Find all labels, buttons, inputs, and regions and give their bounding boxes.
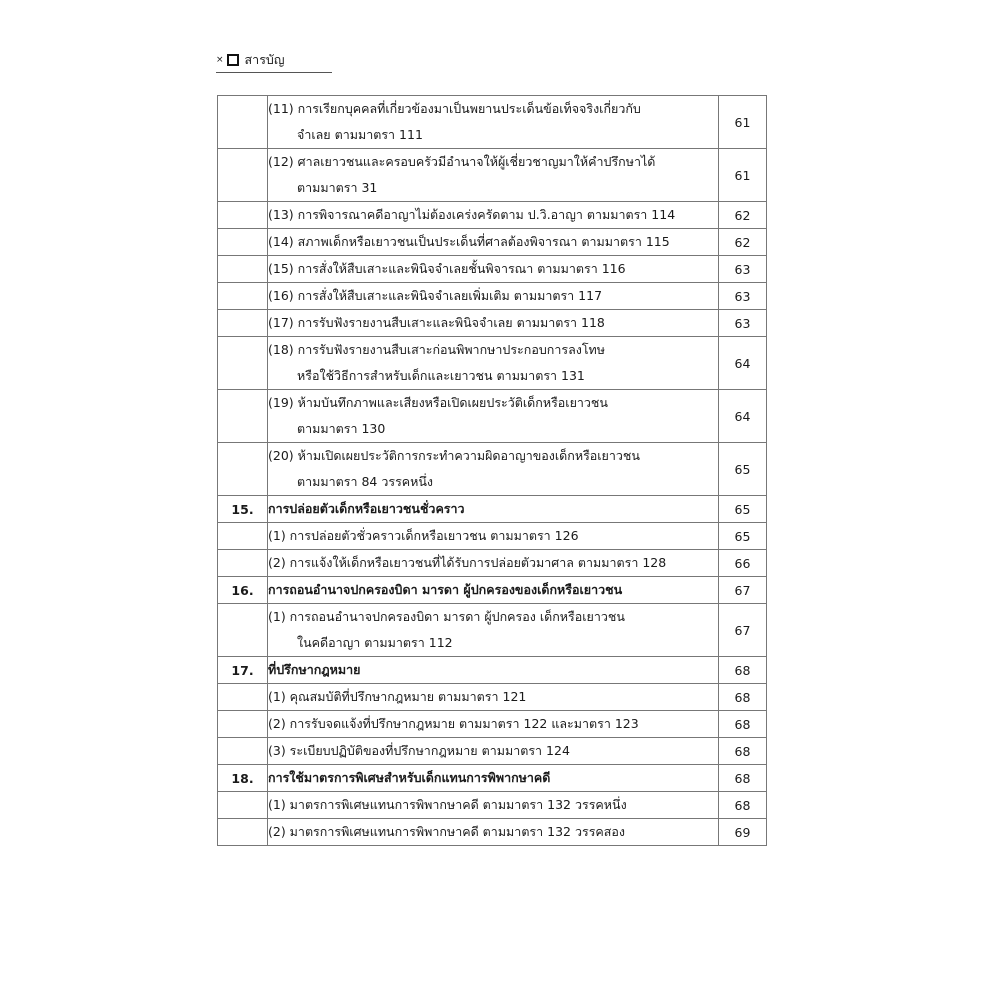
toc-entry-row	[218, 550, 767, 577]
entry-title	[268, 337, 719, 390]
section-number: 16.	[218, 577, 268, 604]
section-number	[218, 443, 268, 496]
entry-title-line: การใช้มาตรการพิเศษสำหรับเด็กแทนการพิพากษาคดี	[268, 770, 551, 785]
entry-title-line: (1) การถอนอำนาจปกครองบิดา มารดา ผู้ปกครอง เด็กหรือเยาวชน	[268, 609, 625, 624]
entry-title-line: การถอนอำนาจปกครองบิดา มารดา ผู้ปกครองของเด็กหรือเยาวชน	[268, 582, 623, 597]
toc-entry-row	[218, 738, 767, 765]
page-number: 63	[719, 283, 767, 310]
page-number: 65	[719, 523, 767, 550]
section-number	[218, 96, 268, 149]
toc-section-row	[218, 765, 767, 792]
toc-entry-row	[218, 604, 767, 657]
section-number	[218, 337, 268, 390]
page-number: 61	[719, 149, 767, 202]
section-number	[218, 149, 268, 202]
entry-title	[268, 310, 719, 337]
entry-title-line: (1) การปล่อยตัวชั่วคราวเด็กหรือเยาวชน ตามมาตรา 126	[268, 528, 579, 543]
page-number: 68	[719, 738, 767, 765]
entry-title-line: (1) มาตรการพิเศษแทนการพิพากษาคดี ตามมาตรา 132 วรรคหนึ่ง	[268, 797, 627, 812]
page-number: 69	[719, 819, 767, 846]
entry-title	[268, 496, 719, 523]
page-number: 64	[719, 390, 767, 443]
toc-entry-row	[218, 149, 767, 202]
page-number: 64	[719, 337, 767, 390]
toc-entry-row	[218, 819, 767, 846]
toc-entry-row	[218, 96, 767, 149]
section-number	[218, 550, 268, 577]
section-number	[218, 229, 268, 256]
toc-entry-row	[218, 256, 767, 283]
entry-title	[268, 550, 719, 577]
entry-title-line: (20) ห้ามเปิดเผยประวัติการกระทำความผิดอาญาของเด็กหรือเยาวชน	[268, 448, 640, 463]
entry-title-line: การปล่อยตัวเด็กหรือเยาวชนชั่วคราว	[268, 501, 465, 516]
page-number: 68	[719, 684, 767, 711]
header-title: สารบัญ	[244, 52, 285, 67]
page-number: 62	[719, 202, 767, 229]
entry-title	[268, 443, 719, 496]
entry-title	[268, 523, 719, 550]
entry-title-continuation: ตามมาตรา 31	[297, 180, 378, 195]
section-number	[218, 604, 268, 657]
toc-entry-row	[218, 443, 767, 496]
entry-title-line: (19) ห้ามบันทึกภาพและเสียงหรือเปิดเผยประวัติเด็กหรือเยาวชน	[268, 395, 608, 410]
entry-title	[268, 604, 719, 657]
section-number: 17.	[218, 657, 268, 684]
entry-title-line: (1) คุณสมบัติที่ปรึกษากฎหมาย ตามมาตรา 121	[268, 689, 527, 704]
page-number: 66	[719, 550, 767, 577]
entry-title-continuation: ตามมาตรา 130	[297, 421, 386, 436]
section-number	[218, 523, 268, 550]
toc-entry-row	[218, 792, 767, 819]
entry-title	[268, 390, 719, 443]
page-number: 63	[719, 256, 767, 283]
toc-entry-row	[218, 390, 767, 443]
toc-section-row	[218, 577, 767, 604]
entry-title	[268, 738, 719, 765]
toc-entry-row	[218, 202, 767, 229]
toc-entry-row	[218, 523, 767, 550]
toc-section-row	[218, 496, 767, 523]
page-number: 63	[719, 310, 767, 337]
section-number: 15.	[218, 496, 268, 523]
page-number: 62	[719, 229, 767, 256]
section-number	[218, 792, 268, 819]
entry-title	[268, 229, 719, 256]
toc-entry-row	[218, 229, 767, 256]
entry-title-line: (2) มาตรการพิเศษแทนการพิพากษาคดี ตามมาตรา 132 วรรคสอง	[268, 824, 626, 839]
entry-title-line: (15) การสั่งให้สืบเสาะและพินิจจำเลยชั้นพิจารณา ตามมาตรา 116	[268, 261, 626, 276]
section-number	[218, 390, 268, 443]
entry-title-continuation: ตามมาตรา 84 วรรคหนึ่ง	[297, 474, 434, 489]
section-number	[218, 711, 268, 738]
entry-title-line: (12) ศาลเยาวชนและครอบครัวมีอำนาจให้ผู้เชี่ยวชาญมาให้คำปรึกษาได้	[268, 154, 656, 169]
entry-title-line: (14) สภาพเด็กหรือเยาวชนเป็นประเด็นที่ศาลต้องพิจารณา ตามมาตรา 115	[268, 234, 670, 249]
entry-title-line: ที่ปรึกษากฎหมาย	[268, 662, 361, 677]
entry-title	[268, 149, 719, 202]
entry-title	[268, 202, 719, 229]
page-number: 65	[719, 443, 767, 496]
entry-title	[268, 283, 719, 310]
page-number: 68	[719, 657, 767, 684]
entry-title-line: (3) ระเบียบปฏิบัติของที่ปรึกษากฎหมาย ตามมาตรา 124	[268, 743, 570, 758]
entry-title-continuation: ในคดีอาญา ตามมาตรา 112	[297, 635, 453, 650]
toc-section-row	[218, 657, 767, 684]
page-number: 67	[719, 577, 767, 604]
toc-table	[217, 95, 767, 846]
entry-title-continuation: หรือใช้วิธีการสำหรับเด็กและเยาวชน ตามมาตรา 131	[297, 368, 585, 383]
section-number	[218, 283, 268, 310]
toc-entry-row	[218, 310, 767, 337]
toc-body	[218, 96, 767, 846]
entry-title	[268, 657, 719, 684]
page-header	[216, 50, 332, 73]
section-number	[218, 202, 268, 229]
page-number: 61	[719, 96, 767, 149]
entry-title	[268, 819, 719, 846]
entry-title-line: (17) การรับฟังรายงานสืบเสาะและพินิจจำเลย ตามมาตรา 118	[268, 315, 605, 330]
section-number	[218, 684, 268, 711]
entry-title	[268, 96, 719, 149]
page-number: 67	[719, 604, 767, 657]
toc-entry-row	[218, 283, 767, 310]
entry-title-line: (18) การรับฟังรายงานสืบเสาะก่อนพิพากษาประกอบการลงโทษ	[268, 342, 606, 357]
page-number: 68	[719, 792, 767, 819]
page-number: 68	[719, 765, 767, 792]
toc-entry-row	[218, 684, 767, 711]
entry-title	[268, 711, 719, 738]
entry-title-line: (2) การรับจดแจ้งที่ปรึกษากฎหมาย ตามมาตรา 122 และมาตรา 123	[268, 716, 639, 731]
toc-entry-row	[218, 337, 767, 390]
entry-title-continuation: จำเลย ตามมาตรา 111	[297, 127, 423, 142]
entry-title	[268, 577, 719, 604]
entry-title	[268, 765, 719, 792]
entry-title-line: (13) การพิจารณาคดีอาญาไม่ต้องเคร่งครัดตาม ป.วิ.อาญา ตามมาตรา 114	[268, 207, 676, 222]
page-number: 68	[719, 711, 767, 738]
section-number	[218, 256, 268, 283]
close-mark-icon: ×	[216, 55, 224, 65]
entry-title	[268, 256, 719, 283]
entry-title	[268, 792, 719, 819]
section-number	[218, 310, 268, 337]
page-number: 65	[719, 496, 767, 523]
entry-title-line: (16) การสั่งให้สืบเสาะและพินิจจำเลยเพิ่มเติม ตามมาตรา 117	[268, 288, 603, 303]
section-number	[218, 738, 268, 765]
checkbox-square-icon	[227, 54, 239, 66]
section-number: 18.	[218, 765, 268, 792]
toc-entry-row	[218, 711, 767, 738]
entry-title	[268, 684, 719, 711]
entry-title-line: (2) การแจ้งให้เด็กหรือเยาวชนที่ได้รับการปล่อยตัวมาศาล ตามมาตรา 128	[268, 555, 667, 570]
section-number	[218, 819, 268, 846]
entry-title-line: (11) การเรียกบุคคลที่เกี่ยวข้องมาเป็นพยานประเด็นข้อเท็จจริงเกี่ยวกับ	[268, 101, 641, 116]
